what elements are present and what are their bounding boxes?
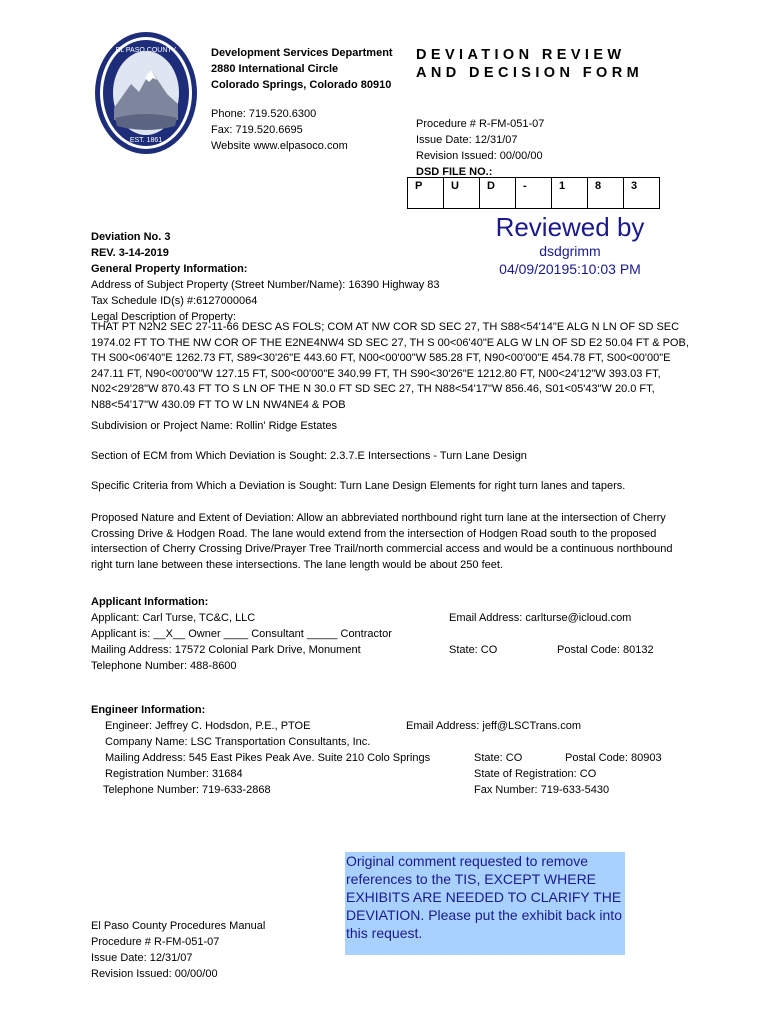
dsd-cell: U <box>444 178 480 209</box>
legal-description: THAT PT N2N2 SEC 27-11-66 DESC AS FOLS; COM AT NW COR SD SEC 27, TH S88<54'14"E ALG N LN OF SD SEC 1974.02 FT TO THE NW COR OF THE E2NE4NW4 SD SEC 27, TH S 00<06'40"E ALG W LN OF SD E2 50.04 FT & POB, TH S00<06'40"E 1262.73 FT, S89<30'26"E 443.60 FT, N00<00'00"W 585.28 FT, N90<00'00"E 454.78 FT, S00<00'00"E 247.11 FT, N90<00'00"W 127.15 FT, S00<00'00"E 340.99 FT, TH S90<30'26"E 1212.80 FT, N00<24'12"W 393.03 FT, N02<29'28"W 870.43 FT TO S LN OF THE N 30.0 FT SD SEC 27, TH N88<54'17"W 856.46, S01<05'43"W 20.0 FT, N88<54'17"W 430.09 FT TO W LN NW4NE4 & POB <box>91 321 689 411</box>
engineer-state: State: CO <box>474 752 523 764</box>
stamp-reviewer: dsdgrimm <box>539 243 601 259</box>
engineer-company: Company Name: LSC Transportation Consultants, Inc. <box>105 736 371 748</box>
engineer-email: Email Address: jeff@LSCTrans.com <box>406 720 582 732</box>
footer-procedure: Procedure # R-FM-051-07 <box>91 936 220 948</box>
department-contact <box>211 106 348 154</box>
applicant-mailing: Mailing Address: 17572 Colonial Park Drive, Monument <box>91 644 361 656</box>
procedure-number: Procedure # R-FM-051-07 <box>416 118 545 130</box>
form-title-line-1: DEVIATION REVIEW <box>416 47 626 63</box>
engineer-mailing: Mailing Address: 545 East Pikes Peak Ave. Suite 210 Colo Springs <box>105 752 431 764</box>
applicant-name: Applicant: Carl Turse, TC&C, LLC <box>91 612 256 624</box>
proposed-deviation: Proposed Nature and Extent of Deviation: Allow an abbreviated northbound right turn lane at the intersection of Cherry Crossing Drive & Hodgen Road. The lane would extend from the intersection of Hodgen Road south to the proposed intersection of Cherry Crossing Drive/Prayer Tree Trail/north commercial access and would be a continuous northbound right turn lane between these intersections. The lane length would be about 250 feet. <box>91 512 673 571</box>
applicant-heading: Applicant Information: <box>91 596 209 608</box>
dsd-cell: 1 <box>552 178 588 209</box>
footer-issue-date: Issue Date: 12/31/07 <box>91 952 193 964</box>
engineer-registration: Registration Number: 31684 <box>105 768 243 780</box>
applicant-postal: Postal Code: 80132 <box>557 644 654 656</box>
applicant-state: State: CO <box>449 644 498 656</box>
department-street: 2880 International Circle <box>211 63 339 75</box>
specific-criteria: Specific Criteria from Which a Deviation is Sought: Turn Lane Design Elements for right turn lanes and tapers. <box>91 480 626 492</box>
tax-schedule: Tax Schedule ID(s) #:6127000064 <box>91 295 258 307</box>
footer-manual: El Paso County Procedures Manual <box>91 920 266 932</box>
deviation-number: Deviation No. 3 <box>91 231 171 243</box>
fax-text: Fax: 719.520.6695 <box>211 124 303 136</box>
footer-revision: Revision Issued: 00/00/00 <box>91 968 218 980</box>
form-title <box>416 46 643 82</box>
subdivision-name: Subdivision or Project Name: Rollin' Ridge Estates <box>91 420 338 432</box>
dsd-cell: D <box>480 178 516 209</box>
general-info-heading: General Property Information: <box>91 263 248 275</box>
engineer-fax: Fax Number: 719-633-5430 <box>474 784 610 796</box>
review-stamp <box>440 212 700 278</box>
dsd-cell: 3 <box>624 178 660 209</box>
legal-heading: Legal Description of Property: <box>91 311 236 323</box>
footer <box>91 918 265 982</box>
engineer-name: Engineer: Jeffrey C. Hodsdon, P.E., PTOE <box>105 720 311 732</box>
deviation-rev: REV. 3-14-2019 <box>91 247 169 259</box>
engineer-postal: Postal Code: 80903 <box>565 752 662 764</box>
department-city: Colorado Springs, Colorado 80910 <box>211 79 392 91</box>
svg-text:EL PASO COUNTY: EL PASO COUNTY <box>115 47 177 54</box>
applicant-phone: Telephone Number: 488-8600 <box>91 660 237 672</box>
website-text: Website www.elpasoco.com <box>211 140 348 152</box>
dsd-cell: 8 <box>588 178 624 209</box>
dsd-file-label: DSD FILE NO.: <box>416 166 493 178</box>
ecm-section: Section of ECM from Which Deviation is Sought: 2.3.7.E Intersections - Turn Lane Design <box>91 450 527 462</box>
issue-date: Issue Date: 12/31/07 <box>416 134 518 146</box>
applicant-email: Email Address: carlturse@icloud.com <box>449 612 632 624</box>
stamp-datetime: 04/09/20195:10:03 PM <box>499 261 641 277</box>
phone-text: Phone: 719.520.6300 <box>211 108 317 120</box>
dsd-file-number-table <box>407 177 660 209</box>
dsd-cell: P <box>408 178 444 209</box>
applicant-type: Applicant is: __X__ Owner ____ Consultant _____ Contractor <box>91 628 392 640</box>
department-name: Development Services Department <box>211 47 393 59</box>
property-address: Address of Subject Property (Street Number/Name): 16390 Highway 83 <box>91 279 440 291</box>
engineer-phone: Telephone Number: 719-633-2868 <box>103 784 271 796</box>
review-comment-box: Original comment requested to remove references to the TIS, EXCEPT WHERE EXHIBITS ARE NEEDED TO CLARIFY THE DEVIATION. Please put the exhibit back into this request. <box>345 852 625 955</box>
stamp-title: Reviewed by <box>495 212 645 242</box>
procedure-info <box>416 116 544 180</box>
deviation-info <box>91 229 440 325</box>
form-title-line-2: AND DECISION FORM <box>416 65 644 81</box>
engineer-reg-state: State of Registration: CO <box>474 768 597 780</box>
department-address <box>211 45 393 93</box>
engineer-heading: Engineer Information: <box>91 704 206 716</box>
svg-text:EST. 1861: EST. 1861 <box>129 137 163 144</box>
county-seal-logo <box>93 30 199 156</box>
dsd-cell: - <box>516 178 552 209</box>
revision-issued: Revision Issued: 00/00/00 <box>416 150 543 162</box>
